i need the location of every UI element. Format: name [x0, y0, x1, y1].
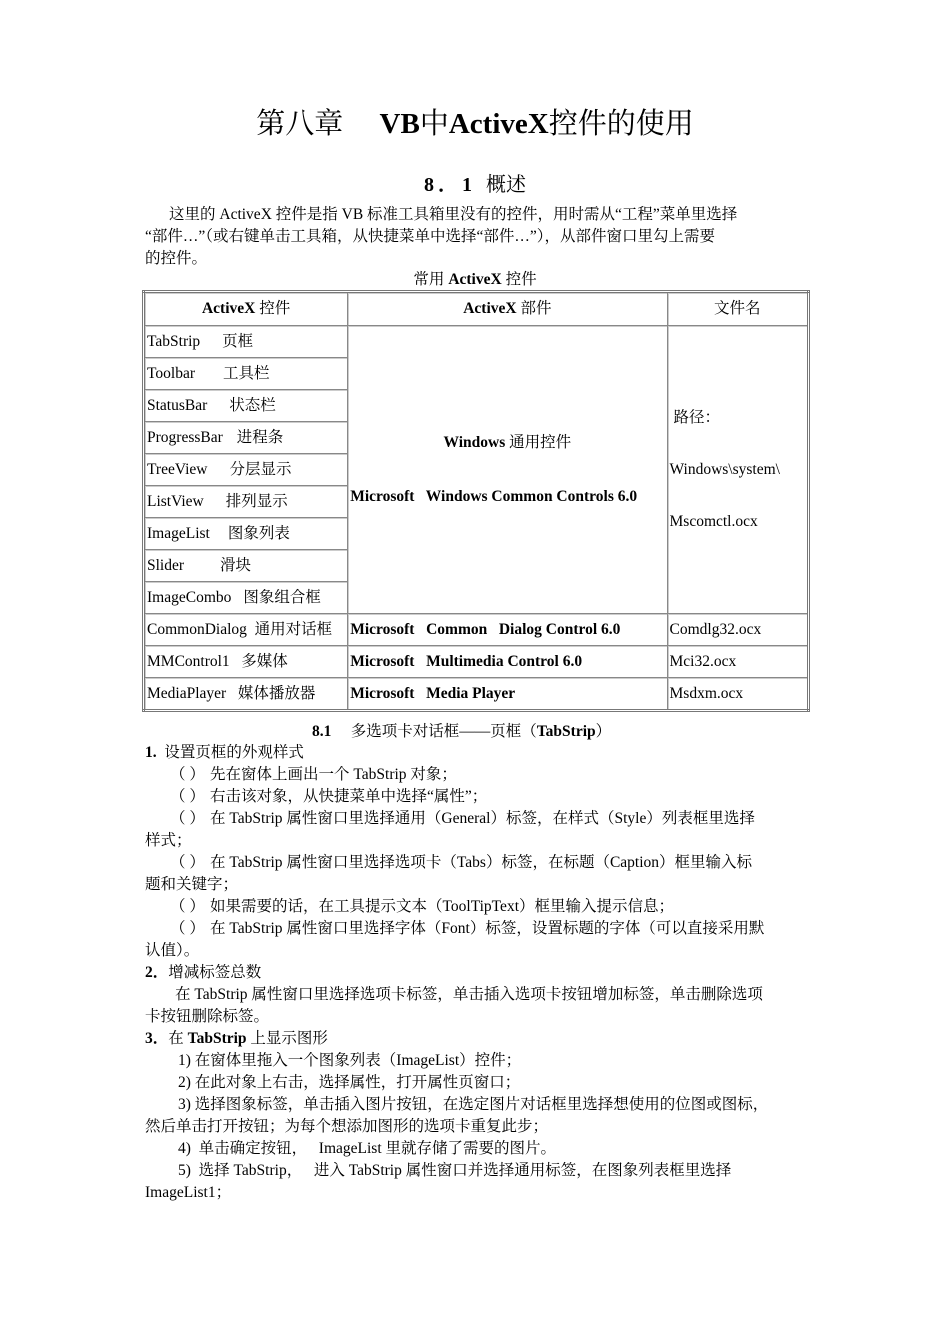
- control-cell: TreeView 分层显示: [144, 454, 348, 486]
- intro-paragraph: [145, 204, 810, 270]
- section-heading-overview: [0, 171, 950, 199]
- control-cell: Toolbar 工具栏: [144, 358, 348, 390]
- part-cell: Microsoft Multimedia Control 6.0: [348, 646, 667, 678]
- caption-tail: 控件: [505, 271, 537, 288]
- section2-number: 8.1: [312, 723, 332, 740]
- table-caption: [0, 270, 950, 290]
- caption-prefix: 常用: [413, 271, 445, 288]
- control-cell: StatusBar 状态栏: [144, 390, 348, 422]
- step3-heading: 3．在 TabStrip 上显示图形: [145, 1030, 328, 1047]
- control-cell: ListView 排列显示: [144, 486, 348, 518]
- section2-title-end: ）: [595, 723, 612, 740]
- header-file-name: 文件名: [667, 292, 809, 326]
- header-activex-control: ActiveX 控件: [144, 292, 348, 326]
- step2-line-1: 在 TabStrip 属性窗口里选择选项卡标签，单击插入选项卡按钮增加标签，单击删除选项: [175, 986, 763, 1003]
- control-cell: MMControl1 多媒体: [144, 646, 348, 678]
- step3-substep-3-cont: 然后单击打开按钮；为每个想添加图形的选项卡重复此步；: [145, 1118, 549, 1135]
- common-part-line-2: Microsoft Windows Common Controls 6.0: [350, 487, 638, 505]
- step1-item-continuation: 样式；: [145, 832, 192, 849]
- step2-heading: 2．增减标签总数: [145, 964, 262, 981]
- step1-item: （ ） 在 TabStrip 属性窗口里选择选项卡（Tabs）标签，在标题（Caption）框里输入标: [170, 854, 753, 871]
- intro-line-3: 的控件。: [145, 250, 208, 267]
- section-heading-tabstrip: [312, 721, 611, 743]
- control-cell: CommonDialog 通用对话框: [144, 614, 348, 646]
- common-controls-part-cell: [348, 326, 667, 614]
- table-row: [144, 614, 809, 646]
- step1-item-continuation: 题和关键字；: [145, 876, 239, 893]
- chapter-title-mid: 中: [419, 108, 449, 140]
- control-cell: MediaPlayer 媒体播放器: [144, 678, 348, 711]
- control-cell: ImageCombo 图象组合框: [144, 582, 348, 614]
- section-number: 8．1: [424, 174, 476, 196]
- activex-table: [142, 290, 810, 712]
- file-path-label: 路径：: [673, 408, 721, 426]
- step1-item-continuation: 认值）。: [145, 942, 200, 959]
- table-row: [144, 326, 809, 358]
- intro-line-2: “部件…”（或右键单击工具箱，从快捷菜单中选择“部件…”），从部件窗口里勾上需要: [145, 228, 716, 245]
- table-header-row: [144, 292, 809, 326]
- caption-bold: ActiveX: [448, 271, 502, 288]
- part-cell: Microsoft Media Player: [348, 678, 667, 711]
- section-title: 概述: [486, 174, 526, 196]
- section2-title: 多选项卡对话框——页框（: [350, 723, 537, 740]
- file-path: Windows\system\: [669, 460, 780, 478]
- control-cell: ImageList 图象列表: [144, 518, 348, 550]
- control-cell: ProgressBar 进程条: [144, 422, 348, 454]
- step1-item: （ ） 在 TabStrip 属性窗口里选择通用（General）标签，在样式（Style）列表框里选择: [170, 810, 755, 827]
- control-cell: Slider 滑块: [144, 550, 348, 582]
- step3-substep-4: 4) 单击确定按钮， ImageList 里就存储了需要的图片。: [178, 1140, 557, 1157]
- chapter-prefix: 第八章: [256, 108, 344, 140]
- step2-line-2: 卡按钮删除标签。: [145, 1008, 270, 1025]
- common-part-line-1: Windows 通用控件: [443, 433, 572, 451]
- table-row: [144, 678, 809, 711]
- file-cell: Mci32.ocx: [667, 646, 809, 678]
- step3-substep-1: 1) 在窗体里拖入一个图象列表（ImageList）控件；: [178, 1052, 522, 1069]
- header-activex-part: ActiveX 部件: [348, 292, 667, 326]
- chapter-title-activex: ActiveX: [448, 108, 549, 140]
- step3-substep-3: 3) 选择图象标签，单击插入图片按钮，在选定图片对话框里选择想使用的位图或图标，: [178, 1096, 769, 1113]
- file-cell: Msdxm.ocx: [667, 678, 809, 711]
- step3-substep-5: 5) 选择 TabStrip， 进入 TabStrip 属性窗口并选择通用标签，在图象列表框里选择: [178, 1162, 732, 1179]
- chapter-title: [0, 104, 950, 144]
- file-name-mscomctl: Mscomctl.ocx: [669, 512, 758, 530]
- chapter-title-tail: 控件的使用: [548, 108, 694, 140]
- step3-substep-2: 2) 在此对象上右击，选择属性，打开属性页窗口；: [178, 1074, 521, 1091]
- step1-item: （ ） 如果需要的话，在工具提示文本（ToolTipText）框里输入提示信息；: [170, 898, 674, 915]
- file-cell: Comdlg32.ocx: [667, 614, 809, 646]
- step1-item: （ ） 右击该对象，从快捷菜单中选择“属性”；: [170, 788, 488, 805]
- step1-item: （ ） 在 TabStrip 属性窗口里选择字体（Font）标签，设置标题的字体（可以直接采用默: [170, 920, 765, 937]
- step1-heading: 1. 设置页框的外观样式: [145, 744, 304, 761]
- intro-line-1: 这里的 ActiveX 控件是指 VB 标准工具箱里没有的控件，用时需从“工程”菜单里选择: [169, 206, 738, 223]
- part-cell: Microsoft Common Dialog Control 6.0: [348, 614, 667, 646]
- control-cell: TabStrip 页框: [144, 326, 348, 358]
- step3-substep-5-cont: ImageList1；: [145, 1184, 232, 1201]
- section2-title-bold: TabStrip: [536, 723, 596, 740]
- step1-item: （ ） 先在窗体上画出一个 TabStrip 对象；: [170, 766, 457, 783]
- table-row: [144, 646, 809, 678]
- common-controls-file-cell: [667, 326, 809, 614]
- chapter-title-vb: VB: [379, 108, 420, 140]
